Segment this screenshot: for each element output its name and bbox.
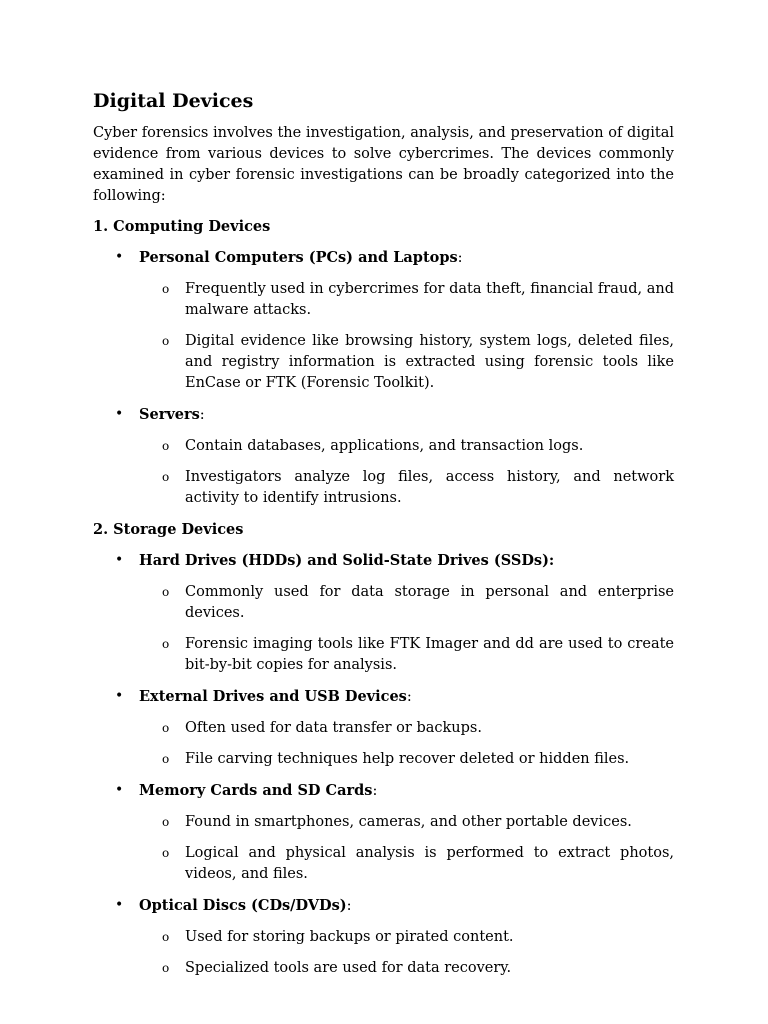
bullet-item-title: Hard Drives (HDDs) and Solid-State Drives (SSDs): (139, 552, 555, 569)
sections-container (93, 216, 674, 979)
bullet-item (93, 404, 674, 426)
circle-bullet-icon: o (162, 470, 170, 484)
circle-bullet-icon: o (162, 961, 170, 975)
sub-bullet-item (93, 331, 674, 394)
bullet-icon: • (115, 249, 124, 265)
bullet-item (93, 780, 674, 802)
sub-bullet-item (93, 843, 674, 885)
bullet-item (93, 247, 674, 269)
bullet-icon: • (115, 897, 124, 913)
circle-bullet-icon: o (162, 334, 170, 348)
section-heading: 1. Computing Devices (93, 218, 271, 235)
circle-bullet-icon: o (162, 815, 170, 829)
circle-bullet-icon: o (162, 721, 170, 735)
circle-bullet-icon: o (162, 637, 170, 651)
circle-bullet-icon: o (162, 585, 170, 599)
bullet-icon: • (115, 552, 124, 568)
sub-bullet-text: Forensic imaging tools like FTK Imager and dd are used to create bit-by-bit copies for analysis. (185, 636, 674, 673)
circle-bullet-icon: o (162, 930, 170, 944)
sub-bullet-text: Used for storing backups or pirated content. (185, 929, 514, 945)
section-heading: 2. Storage Devices (93, 521, 244, 538)
bullet-icon: • (115, 782, 124, 798)
page-title: Digital Devices (93, 90, 254, 112)
circle-bullet-icon: o (162, 846, 170, 860)
bullet-item-title: External Drives and USB Devices (139, 688, 407, 705)
bullet-item-suffix: : (372, 783, 378, 799)
bullet-item-suffix: : (346, 898, 352, 914)
sub-bullet-item (93, 718, 674, 739)
bullet-item-title: Personal Computers (PCs) and Laptops (139, 249, 458, 266)
bullet-item-suffix: : (457, 250, 463, 266)
bullet-item (93, 895, 674, 917)
bullet-item-suffix: : (199, 407, 205, 423)
sub-bullet-item (93, 927, 674, 948)
sub-bullet-item (93, 582, 674, 624)
sub-bullet-item (93, 958, 674, 979)
circle-bullet-icon: o (162, 752, 170, 766)
bullet-item-title: Servers (139, 406, 200, 423)
bullet-item-title: Optical Discs (CDs/DVDs) (139, 897, 347, 914)
sub-bullet-item (93, 634, 674, 676)
sub-bullet-text: Frequently used in cybercrimes for data theft, financial fraud, and malware attacks. (185, 281, 674, 318)
sub-bullet-text: Found in smartphones, cameras, and other portable devices. (185, 814, 632, 830)
sub-bullet-text: Specialized tools are used for data recovery. (185, 960, 512, 976)
sub-bullet-text: Contain databases, applications, and transaction logs. (185, 438, 584, 454)
sub-bullet-text: Often used for data transfer or backups. (185, 720, 482, 736)
bullet-icon: • (115, 406, 124, 422)
bullet-item-suffix: : (406, 689, 412, 705)
sub-bullet-item (93, 436, 674, 457)
sub-bullet-item (93, 812, 674, 833)
bullet-item (93, 686, 674, 708)
sub-bullet-text: Digital evidence like browsing history, system logs, deleted files, and registry information is extracted using forensic tools like EnCase or FTK (Forensic Toolkit). (185, 333, 674, 391)
sub-bullet-item (93, 279, 674, 321)
intro-paragraph: Cyber forensics involves the investigation, analysis, and preservation of digital evidence from various devices to solve cybercrimes. The devices commonly examined in cyber forensic investigations can be broadly categorized into the following: (93, 125, 674, 204)
circle-bullet-icon: o (162, 282, 170, 296)
sub-bullet-text: Commonly used for data storage in personal and enterprise devices. (185, 584, 674, 621)
sub-bullet-text: File carving techniques help recover deleted or hidden files. (185, 751, 630, 767)
sub-bullet-text: Logical and physical analysis is performed to extract photos, videos, and files. (185, 845, 674, 882)
bullet-item (93, 550, 674, 572)
bullet-icon: • (115, 688, 124, 704)
bullet-item-title: Memory Cards and SD Cards (139, 782, 373, 799)
sub-bullet-text: Investigators analyze log files, access history, and network activity to identify intrusions. (185, 469, 674, 506)
sub-bullet-item (93, 749, 674, 770)
sub-bullet-item (93, 467, 674, 509)
circle-bullet-icon: o (162, 439, 170, 453)
